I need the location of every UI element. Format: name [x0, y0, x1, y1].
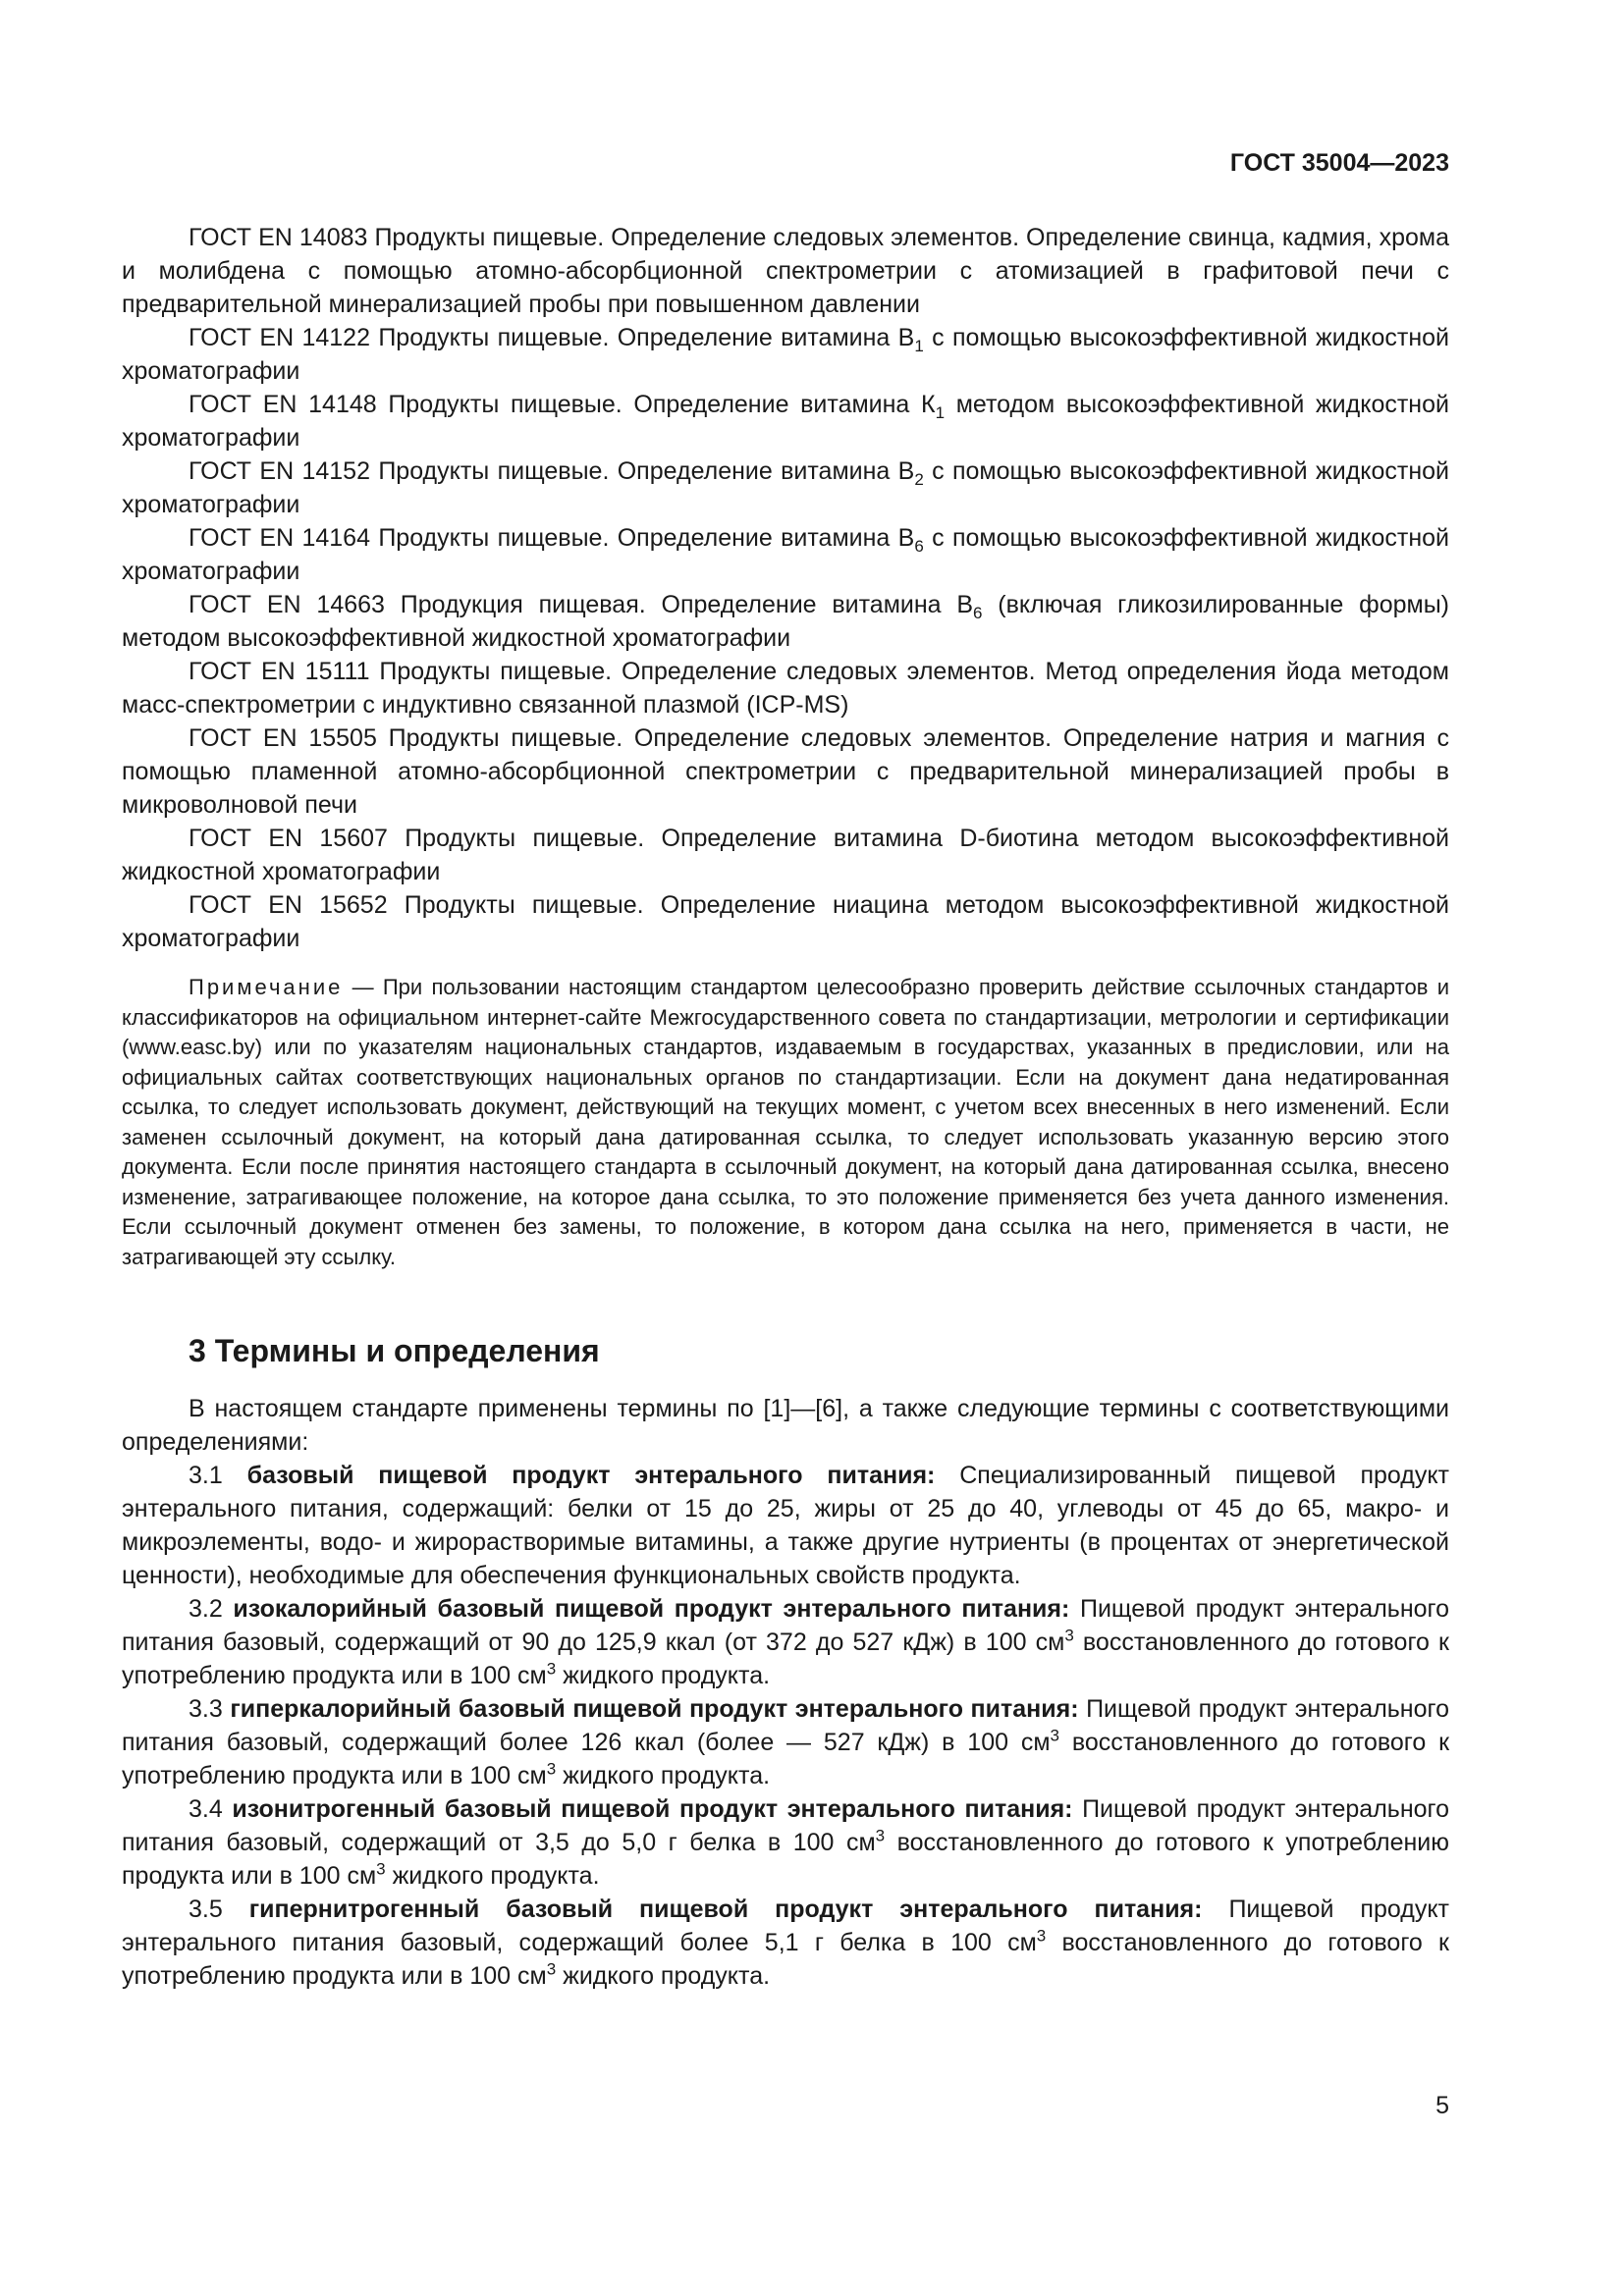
terms-intro: В настоящем стандарте применены термины по [1]—[6], а также следующие термины с соответствующими определениями: [122, 1395, 1449, 1456]
term-name: базовый пищевой продукт энтерального питания: [246, 1462, 936, 1489]
reference-item: ГОСТ EN 14148 Продукты пищевые. Определение витамина $К_1$ методом высокоэффективной жидкостной хроматографии [122, 391, 1449, 452]
term-definition: 3.4 изонитрогенный базовый пищевой продукт энтерального питания: Пищевой продукт энтерального питания базовый, содержащий от 3,5 до 5,0 г белка в 100 $см^3$ восстановленного до готового к употреблению продукта или в 100 $см^3$ жидкого продукта. [122, 1795, 1450, 1890]
section-title: 3 Термины и определения [189, 1333, 600, 1368]
page-number: 5 [1435, 2092, 1449, 2119]
note-label: Примечание [189, 975, 344, 999]
page-content [122, 221, 1449, 1993]
term-name: изонитрогенный базовый пищевой продукт энтерального питания: [232, 1795, 1073, 1823]
reference-item: ГОСТ EN 14083 Продукты пищевые. Определение следовых элементов. Определение свинца, кадмия, хрома и молибдена с помощью атомно-абсорбционной спектрометрии с атомизацией в графитовой печи с предварительной минерализацией пробы при повышенном давлении [122, 224, 1449, 318]
reference-item: ГОСТ EN 15111 Продукты пищевые. Определение следовых элементов. Метод определения йода методом масс-спектрометрии с индуктивно связанной плазмой (ICP-MS) [122, 658, 1449, 719]
note-text: — При пользовании настоящим стандартом целесообразно проверить действие ссылочных стандартов и классификаторов на официальном интернет-сайте Межгосударственного совета по стандартизации, метрологии и сертификации (www.easc.by) или по указателям национальных стандартов, издаваемым в государствах, указанных в предисловии, или на официальных сайтах соответствующих национальных органов по стандартизации. Если на документ дана недатированная ссылка, то следует использовать документ, действующий на текущих момент, с учетом всех внесенных в него изменений. Если заменен ссылочный документ, на который дана датированная ссылка, то следует использовать указанную версию этого документа. Если после принятия настоящего стандарта в ссылочный документ, на который дана датированная ссылка, внесено изменение, затрагивающее положение, на которое дана ссылка, то это положение применяется без учета данного изменения. Если ссылочный документ отменен без замены, то положение, в котором дана ссылка на него, применяется в части, не затрагивающей эту ссылку. [122, 975, 1449, 1269]
term-name: гипернитрогенный базовый пищевой продукт энтерального питания: [248, 1896, 1203, 1923]
document-code-header: ГОСТ 35004—2023 [1229, 149, 1449, 177]
term-definition: 3.1 базовый пищевой продукт энтерального питания: Специализированный пищевой продукт энтерального питания, содержащий: белки от 15 до 25, жиры от 25 до 40, углеводы от 45 до 65, макро- и микроэлементы, водо- и жирорастворимые витамины, а также другие нутриенты (в процентах от энергетической ценности), необходимые для обеспечения функциональных свойств продукта. [122, 1462, 1450, 1589]
terms-list [122, 1392, 1449, 1993]
reference-item: ГОСТ EN 15505 Продукты пищевые. Определение следовых элементов. Определение натрия и магния с помощью пламенной атомно-абсорбционной спектрометрии с предварительной минерализацией пробы в микроволновой печи [122, 724, 1449, 819]
term-definition: 3.2 изокалорийный базовый пищевой продукт энтерального питания: Пищевой продукт энтерального питания базовый, содержащий от 90 до 125,9 ккал (от 372 до 527 кДж) в 100 $см^3$ восстановленного до готового к употреблению продукта или в 100 $см^3$ жидкого продукта. [122, 1595, 1450, 1689]
reference-item: ГОСТ EN 14663 Продукция пищевая. Определение витамина $В_6$ (включая гликозилированные формы) методом высокоэффективной жидкостной хроматографии [122, 591, 1449, 652]
normative-references-list [122, 221, 1449, 955]
note-paragraph [122, 973, 1449, 1272]
reference-item: ГОСТ EN 14122 Продукты пищевые. Определение витамина $В_1$ с помощью высокоэффективной жидкостной хроматографии [122, 324, 1449, 385]
reference-item: ГОСТ EN 15607 Продукты пищевые. Определение витамина D-биотина методом высокоэффективной жидкостной хроматографии [122, 825, 1449, 885]
reference-item: ГОСТ EN 14164 Продукты пищевые. Определение витамина $В_6$ с помощью высокоэффективной жидкостной хроматографии [122, 524, 1449, 585]
reference-item: ГОСТ EN 14152 Продукты пищевые. Определение витамина $В_2$ с помощью высокоэффективной жидкостной хроматографии [122, 457, 1449, 518]
term-definition: 3.5 гипернитрогенный базовый пищевой продукт энтерального питания: Пищевой продукт энтерального питания базовый, содержащий более 5,1 г белка в 100 $см^3$ восстановленного до готового к употреблению продукта или в 100 $см^3$ жидкого продукта. [122, 1896, 1449, 1990]
term-definition: 3.3 гиперкалорийный базовый пищевой продукт энтерального питания: Пищевой продукт энтерального питания базовый, содержащий более 126 ккал (более — 527 кДж) в 100 $см^3$ восстановленного до готового к употреблению продукта или в 100 $см^3$ жидкого продукта. [122, 1695, 1450, 1789]
reference-item: ГОСТ EN 15652 Продукты пищевые. Определение ниацина методом высокоэффективной жидкостной хроматографии [122, 891, 1449, 952]
term-name: изокалорийный базовый пищевой продукт энтерального питания: [233, 1595, 1070, 1623]
term-name: гиперкалорийный базовый пищевой продукт энтерального питания: [230, 1695, 1079, 1723]
